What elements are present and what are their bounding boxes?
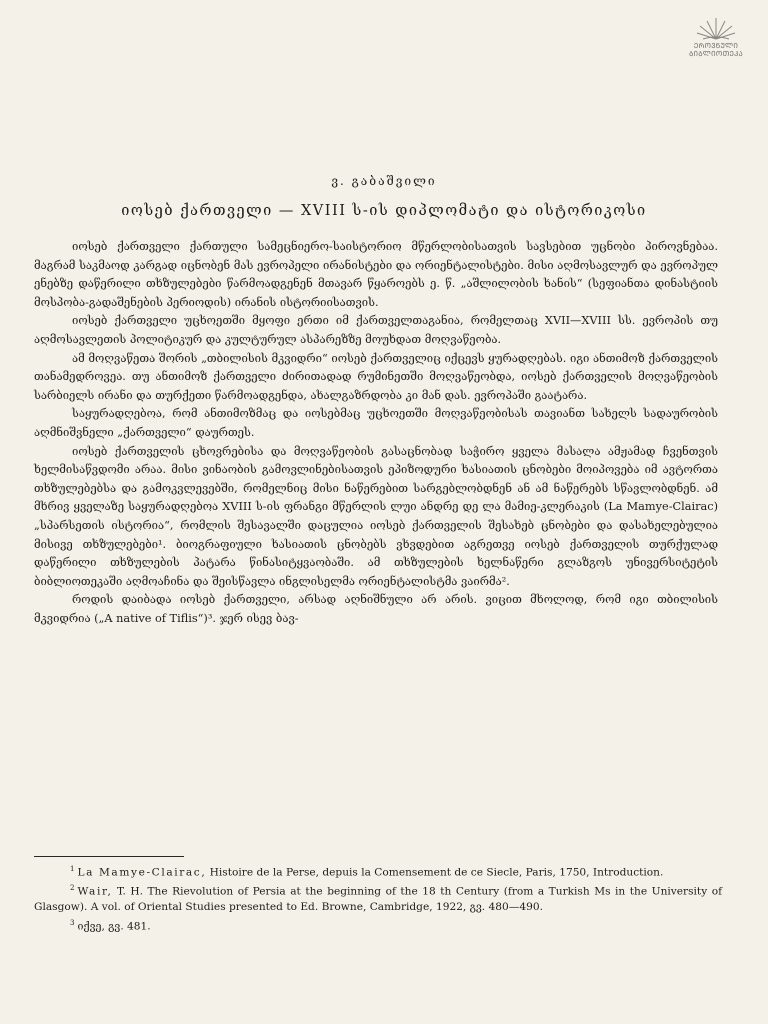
library-logo <box>680 12 752 58</box>
footnote-text: T. H. The Rievolution of Persia at the beginning of the 18 th Century (from a Turkish Ms in the University of Glasgow). A vol. of Oriental Studies presented to Ed. Browne, Cambridge, 1922, გვ. 480—490. <box>34 885 722 914</box>
logo-line-2: ᲑᲘᲑᲚᲘᲝᲗᲔᲙᲐ <box>688 50 744 58</box>
footnotes <box>34 862 722 935</box>
footnote-text: იქვე, გვ. 481. <box>77 920 151 933</box>
footnote <box>34 881 722 916</box>
paragraph: იოსებ ქართველი ქართული სამეცნიერო-საისტორიო მწერლობისათვის სავსებით უცნობი პიროვნებაა. მაგრამ საკმაოდ კარგად იცნობენ მას ევროპელი ირანისტები და ორიენტალისტები. მისი აღმოსავლურ და ევროპულ ენებზე დაწერილი თხზულებები წარმოადგენენ მთავარ წყაროებს ე. წ. „აშლილობის ხანის“ (სეფიანთა დინასტიის მოსპობა-გადაშენების პერიოდის) ირანის ისტორიისათვის. <box>34 240 718 309</box>
footnote-author: Wair, <box>77 885 113 898</box>
article-body <box>34 238 718 628</box>
footnote-author: La Mamye-Clairac, <box>77 866 207 879</box>
footnote-divider <box>34 856 184 857</box>
footnote-marker: 3 <box>70 918 75 927</box>
paragraph: საყურადღებოა, რომ ანთიმოზმაც და იოსებმაც უცხოეთში მოღვაწეობისას თავიანთ სახელს სადაურობის აღმნიშვნელი „ქართველი“ დაურთეს. <box>34 407 718 439</box>
footnote-marker: 2 <box>70 884 75 893</box>
logo-line-1: ᲔᲠᲝᲕᲜᲣᲚᲘ <box>693 42 739 50</box>
footnote-text: Histoire de la Perse, depuis la Comensement de ce Siecle, Paris, 1750, Introduction. <box>206 866 664 879</box>
paragraph: იოსებ ქართველის ცხოვრებისა და მოღვაწეობის გასაცნობად საჭირო ყველა მასალა ამჟამად ჩვენთვის ხელმისაწვდომი არაა. მისი ვინაობის გამოვლინებისათვის ეპიზოდური ხასიათის ცნობები მოიპოვება იმ ავტორთა თხზულებებსა და გამოკვლევებში, რომელნიც მისი ნაწერებით სარგებლობდნენ ან ამ ნაწერებს სწავლობდნენ. ამ მხრივ ყველაზე საყურადღებოა XVIII ს-ის ფრანგი მწერლის ლუი ანდრე დე ლა მამიე-კლერაკის (La Mamye-Clairac) „სპარსეთის ისტორია“, რომლის შესავალში დაცულია იოსებ ქართველის შესახებ ცნობები და დასახელებულია მისივე თხზულებები¹. ბიოგრაფიული ხასიათის ცნობებს ვხვდებით აგრეთვე იოსებ ქართველის თურქულად დაწერილი თხზულების პატარა წინასიტყვაობაში. ამ თხზულების ხელნაწერი გლაზგოს უნივერსიტეტის ბიბლიოთეკაში აღმოაჩინა და შეისწავლა ინგლისელმა ორიენტალისტმა ვაირმა². <box>34 444 718 588</box>
paragraph: იოსებ ქართველი უცხოეთში მყოფი ერთი იმ ქართველთაგანია, რომელთაც XVII—XVIII სს. ევროპის თუ აღმოსავლეთის პოლიტიკურ და კულტურულ ასპარეზზე მოუხდათ მოღვაწეობა. <box>34 314 718 346</box>
paragraph: როდის დაიბადა იოსებ ქართველი, არსად აღნიშნული არ არის. ვიცით მხოლოდ, რომ იგი თბილისის მკვიდრია („A native of Tiflis“)³. ჯერ ისევ ბავ- <box>34 593 718 625</box>
footnote <box>34 862 722 881</box>
footnote <box>34 916 722 935</box>
article-author: ვ. გაბაშვილი <box>331 174 437 188</box>
paragraph: ამ მოღვაწეთა შორის „თბილისის მკვიდრი“ იოსებ ქართველიც იქცევს ყურადღებას. იგი ანთიმოზ ქართველის თანამედროვეა. თუ ანთიმოზ ქართველი ძირითადად რუმინეთში მოღვაწეობდა, იოსებ ქართველის მოღვაწეობის სარბიელს ირანი და თურქეთი წარმოადგენდა, ახალგაზრდობა კი მან დას. ევროპაში გაატარა. <box>34 351 718 402</box>
book-tree-icon <box>693 12 739 42</box>
footnote-marker: 1 <box>70 865 75 873</box>
article-title: იოსებ ქართველი — XVIII ს-ის დიპლომატი და ისტორიკოსი <box>121 203 647 219</box>
